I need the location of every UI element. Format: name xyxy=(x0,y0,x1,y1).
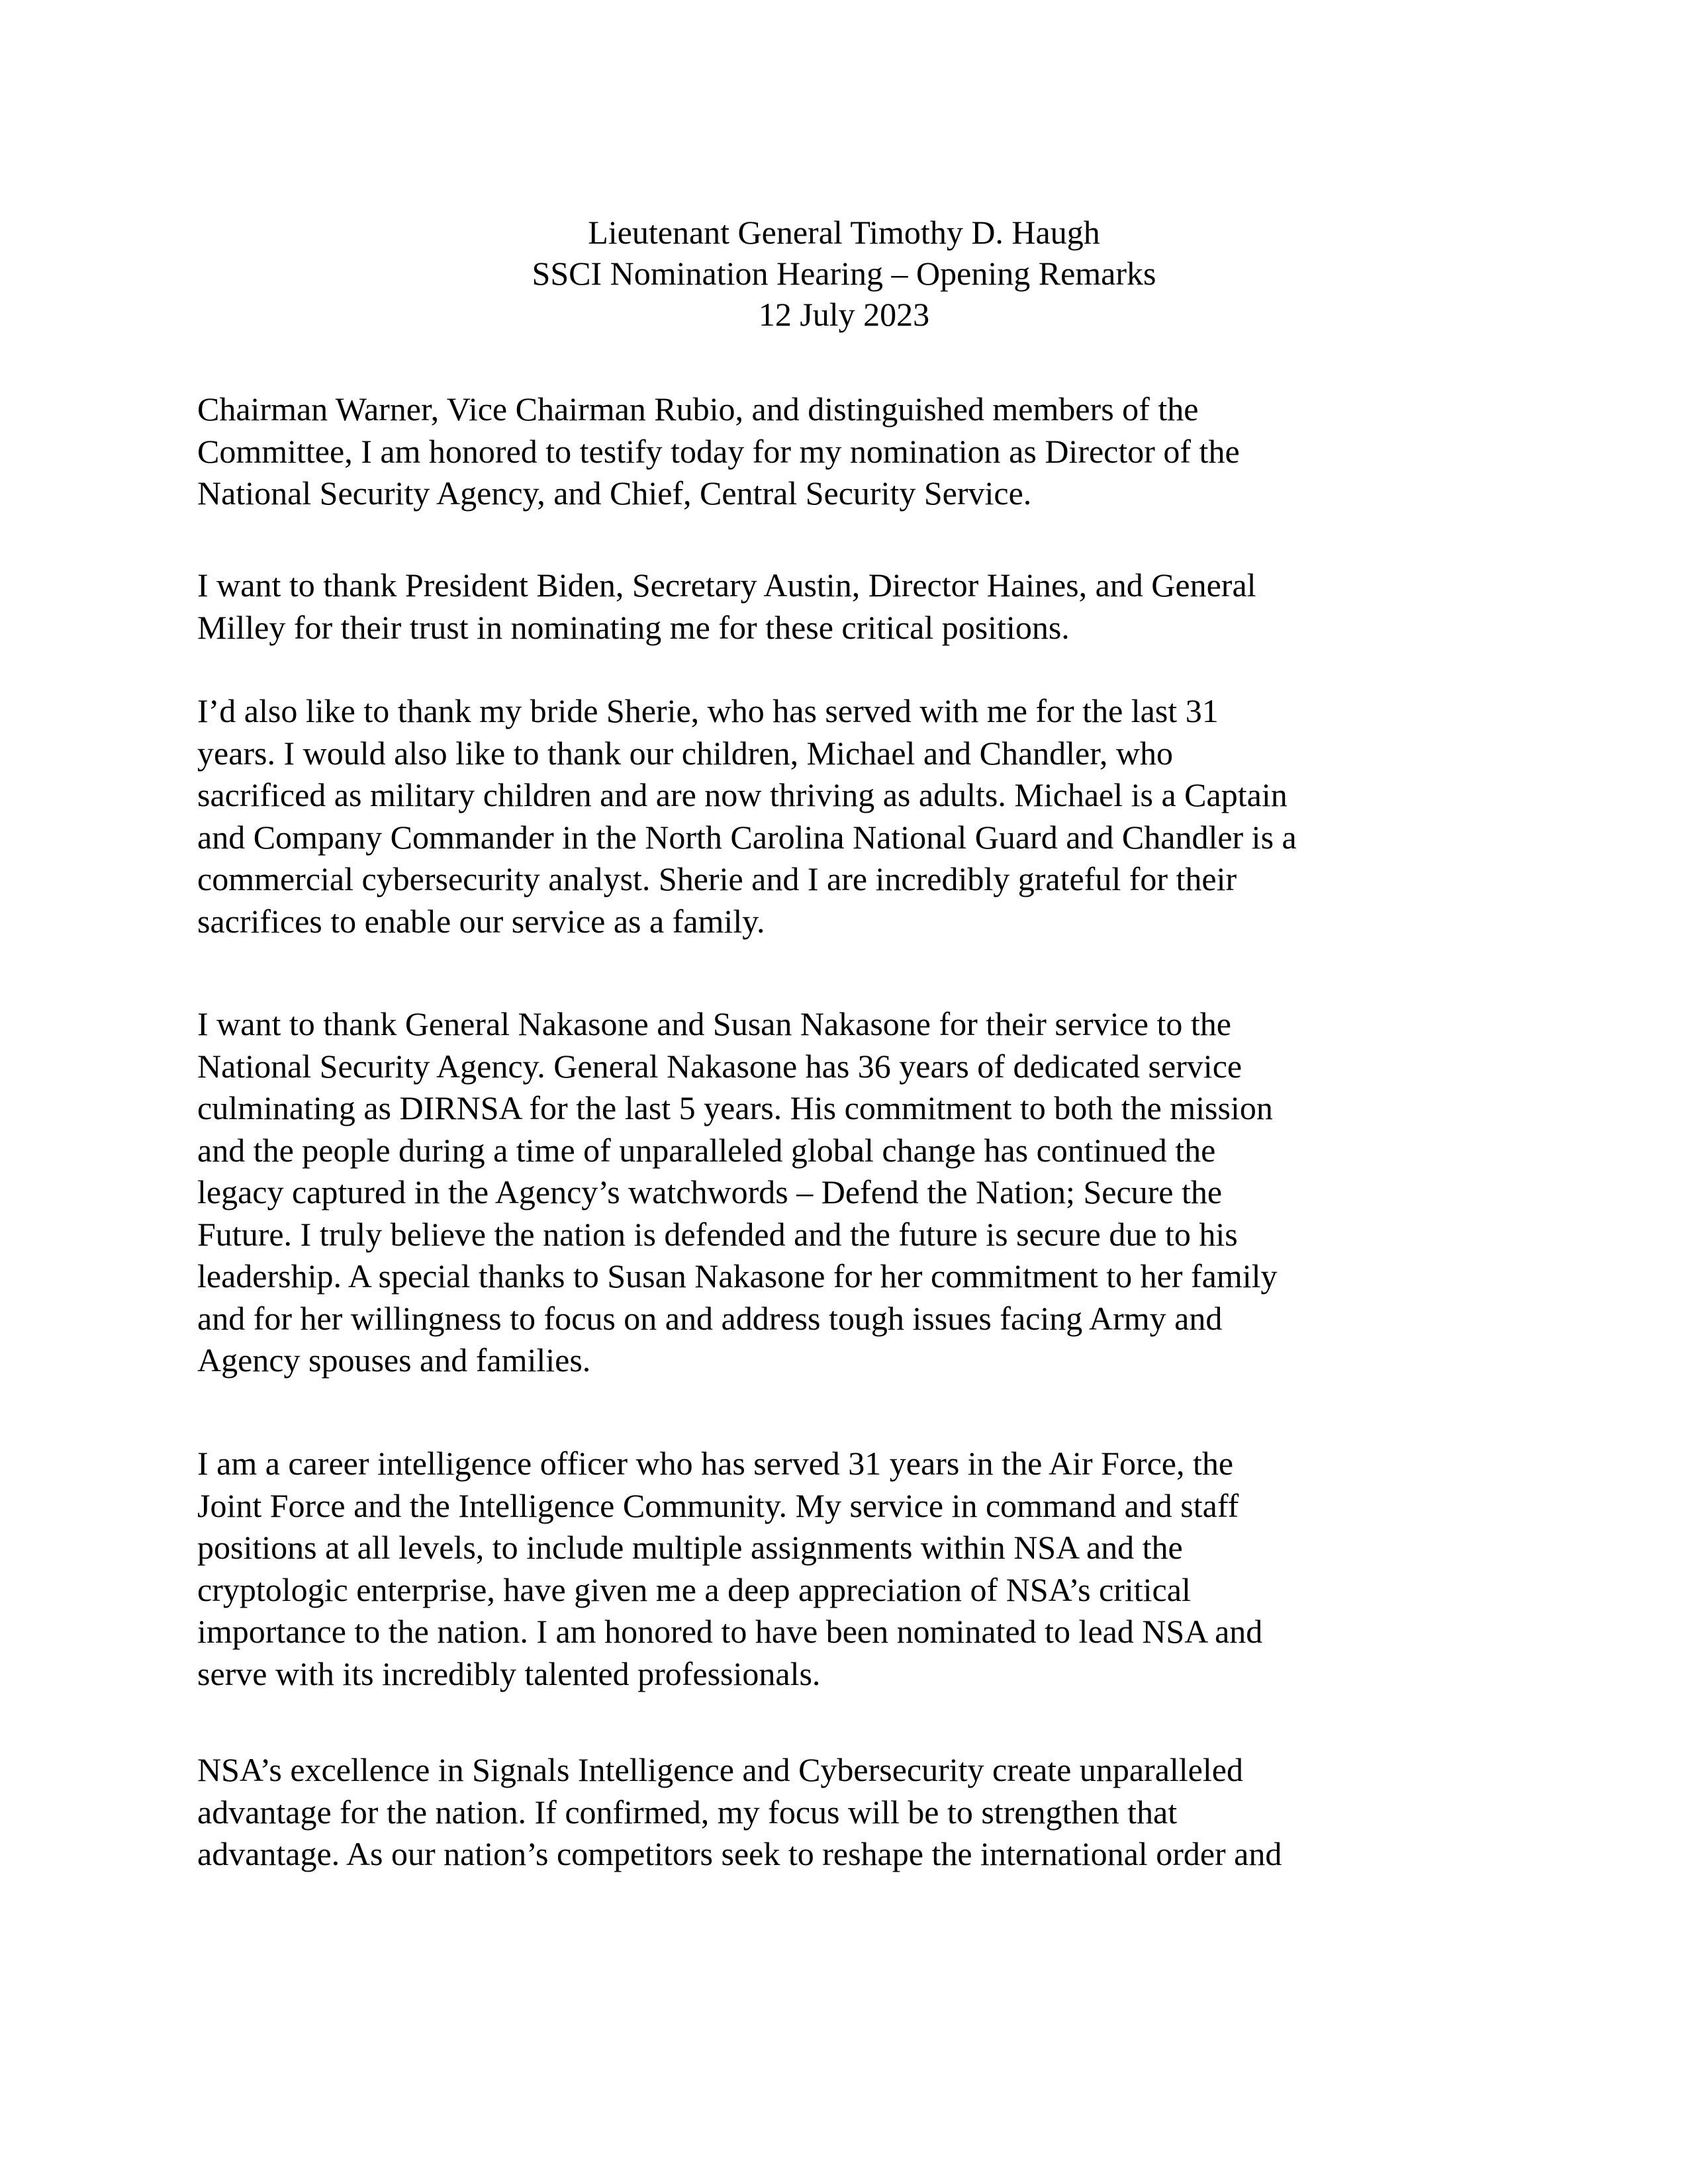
text-line: and Company Commander in the North Carolina National Guard and Chandler is a xyxy=(197,818,1297,856)
hearing-date: 12 July 2023 xyxy=(758,296,930,333)
text-line: and for her willingness to focus on and address tough issues facing Army and xyxy=(197,1299,1223,1337)
text-line: legacy captured in the Agency’s watchwords – Defend the Nation; Secure the xyxy=(197,1173,1223,1210)
text-line: Agency spouses and families. xyxy=(197,1342,591,1379)
text-line: National Security Agency, and Chief, Central Security Service. xyxy=(197,475,1032,512)
text-line: Committee, I am honored to testify today for my nomination as Director of the xyxy=(197,432,1240,470)
text-line: years. I would also like to thank our children, Michael and Chandler, who xyxy=(197,734,1173,772)
paragraph-nsa-excellence xyxy=(197,1749,1495,1876)
text-line: and the people during a time of unparalleled global change has continued the xyxy=(197,1131,1216,1169)
text-line: I’d also like to thank my bride Sherie, who has served with me for the last 31 xyxy=(197,692,1219,729)
text-line: sacrifices to enable our service as a family. xyxy=(197,902,765,940)
paragraph-thanks-family xyxy=(197,690,1495,942)
text-line: leadership. A special thanks to Susan Nakasone for her commitment to her family xyxy=(197,1257,1278,1295)
text-line: importance to the nation. I am honored to have been nominated to lead NSA and xyxy=(197,1613,1263,1650)
text-line: Chairman Warner, Vice Chairman Rubio, and distinguished members of the xyxy=(197,390,1199,428)
text-line: I want to thank General Nakasone and Susan Nakasone for their service to the xyxy=(197,1005,1231,1042)
paragraph-career xyxy=(197,1443,1495,1695)
hearing-title: SSCI Nomination Hearing – Opening Remarks xyxy=(532,255,1156,292)
text-line: serve with its incredibly talented professionals. xyxy=(197,1655,821,1692)
text-line: Milley for their trust in nominating me for these critical positions. xyxy=(197,608,1070,646)
text-line: advantage for the nation. If confirmed, my focus will be to strengthen that xyxy=(197,1793,1178,1831)
text-line: cryptologic enterprise, have given me a deep appreciation of NSA’s critical xyxy=(197,1570,1191,1608)
document-header xyxy=(0,212,1688,335)
text-line: I want to thank President Biden, Secretary Austin, Director Haines, and General xyxy=(197,567,1256,604)
speaker-name: Lieutenant General Timothy D. Haugh xyxy=(588,214,1100,251)
text-line: culminating as DIRNSA for the last 5 years. His commitment to both the mission xyxy=(197,1089,1273,1126)
text-line: National Security Agency. General Nakasone has 36 years of dedicated service xyxy=(197,1047,1243,1085)
text-line: positions at all levels, to include multiple assignments within NSA and the xyxy=(197,1529,1183,1566)
text-line: Joint Force and the Intelligence Community. My service in command and staff xyxy=(197,1486,1239,1524)
text-line: sacrificed as military children and are now thriving as adults. Michael is a Captain xyxy=(197,776,1288,813)
paragraph-thanks-leadership xyxy=(197,565,1495,649)
text-line: I am a career intelligence officer who has served 31 years in the Air Force, the xyxy=(197,1445,1234,1482)
text-line: advantage. As our nation’s competitors seek to reshape the international order and xyxy=(197,1835,1282,1872)
text-line: commercial cybersecurity analyst. Sherie and I are incredibly grateful for their xyxy=(197,860,1237,897)
text-line: Future. I truly believe the nation is defended and the future is secure due to his xyxy=(197,1215,1238,1253)
paragraph-greeting xyxy=(197,388,1495,515)
paragraph-thanks-nakasone xyxy=(197,1003,1495,1382)
text-line: NSA’s excellence in Signals Intelligence and Cybersecurity create unparalleled xyxy=(197,1751,1243,1788)
